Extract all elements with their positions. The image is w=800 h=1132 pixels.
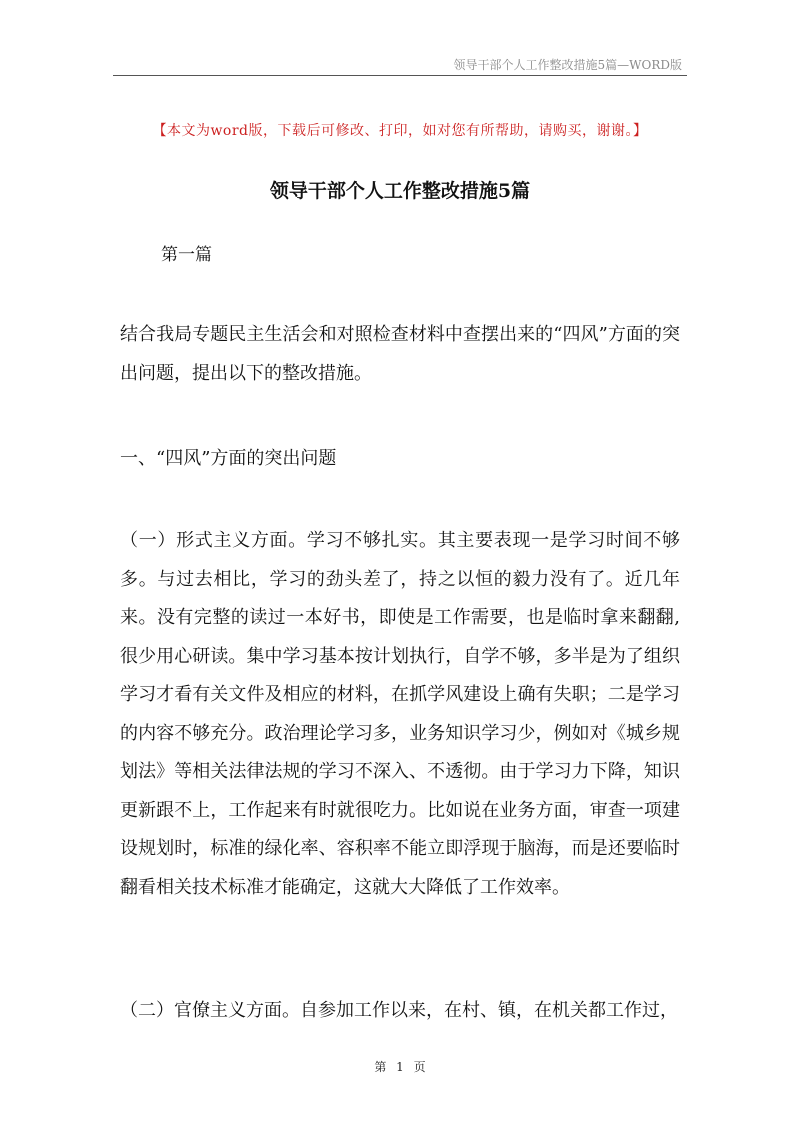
body-paragraph-bureaucratism: （二）官僚主义方面。自参加工作以来，在村、镇，在机关都工作过，: [120, 1000, 678, 1021]
body-paragraph-formalism: （一）形式主义方面。学习不够扎实。其主要表现一是学习时间不够多。与过去相比，学习的劲头差了，持之以恒的毅力没有了。近几年来。没有完整的读过一本好书，即使是工作需要，也是临时拿来翻翻,很少用心研读。集中学习基本按计划执行，自学不够，多半是为了组织学习才看有关文件及相应的材料，在抓学风建设上确有失职；二是学习的内容不够充分。政治理论学习多，业务知识学习少，例如对《城乡规划法》等相关法律法规的学习不深入、不透彻。由于学习力下降，知识更新跟不上，工作起来有时就很吃力。比如说在业务方面，审查一项建设规划时，标准的绿化率、容积率不能立即浮现于脑海，而是还要临时翻看相关技术标准才能确定，这就大大降低了工作效率。: [120, 530, 680, 898]
footer-prefix: 第: [374, 1060, 387, 1074]
document-title: 领导干部个人工作整改措施5篇: [269, 180, 531, 202]
intro-paragraph: 结合我局专题民主生活会和对照检查材料中查摆出来的“四风”方面的突出问题，提出以下的整改措施。: [120, 324, 680, 384]
section-heading: 一、“四风”方面的突出问题: [120, 448, 337, 469]
running-header: 领导干部个人工作整改措施5篇—WORD版: [453, 58, 682, 72]
page-number: 1: [396, 1060, 404, 1074]
section-label: 第一篇: [161, 245, 212, 265]
footer-suffix: 页: [413, 1060, 426, 1074]
purchase-notice: 【本文为word版，下载后可修改、打印，如对您有所帮助，请购买，谢谢。】: [152, 123, 648, 139]
header-divider: [113, 75, 687, 76]
page-footer: [0, 1058, 800, 1075]
